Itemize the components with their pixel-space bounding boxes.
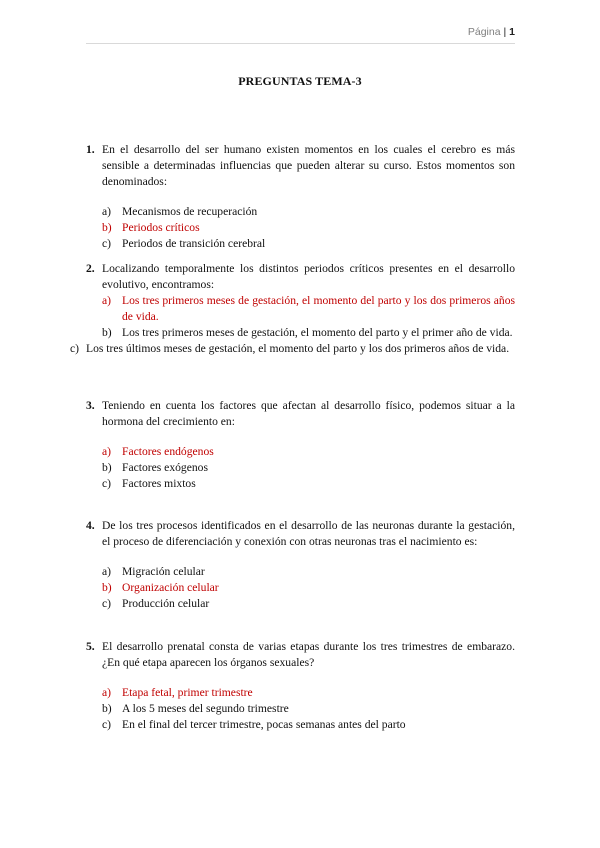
question-number: 2. (86, 262, 95, 275)
option-c (86, 476, 515, 492)
option-c (86, 596, 515, 612)
option-letter: a) (102, 686, 112, 699)
option-text: Los tres primeros meses de gestación, el momento del parto y el primer año de vida. (122, 326, 513, 339)
page-label: Página (467, 26, 501, 38)
option-a (86, 204, 515, 220)
option-letter: a) (102, 565, 112, 578)
question-text: Localizando temporalmente los distintos periodos críticos presentes en el desarrollo evolutivo, encontramos: (102, 262, 515, 291)
question-text: En el desarrollo del ser humano existen momentos en los cuales el cerebro es más sensible a determinadas influencias que pueden alterar su curso. Estos momentos son denominados: (102, 143, 515, 188)
page-number: 1 (509, 26, 515, 38)
option-b-correct (86, 220, 515, 236)
option-b (86, 460, 515, 476)
option-text: Periodos de transición cerebral (122, 237, 266, 250)
option-text: Factores exógenos (122, 461, 208, 474)
page-header (86, 26, 515, 44)
option-text: Los tres primeros meses de gestación, el momento del parto y los dos primeros años de vida. (122, 294, 515, 323)
option-text: Mecanismos de recuperación (122, 205, 258, 218)
option-c (70, 341, 515, 357)
option-text: En el final del tercer trimestre, pocas semanas antes del parto (122, 718, 406, 731)
option-b-correct (86, 580, 515, 596)
option-letter: c) (102, 237, 112, 250)
option-letter: b) (102, 326, 112, 339)
question-text: El desarrollo prenatal consta de varias etapas durante los tres trimestres de embarazo. ¿En qué etapa aparecen los órganos sexuales? (102, 640, 515, 669)
option-letter: b) (102, 221, 112, 234)
option-text: Producción celular (122, 597, 210, 610)
question-text: Teniendo en cuenta los factores que afectan al desarrollo físico, podemos situar a la hormona del crecimiento en: (102, 399, 515, 428)
option-b (86, 701, 515, 717)
option-a (86, 564, 515, 580)
option-a-correct (86, 293, 515, 325)
question-number: 5. (86, 640, 95, 653)
option-letter: c) (102, 597, 112, 610)
option-text: Factores endógenos (122, 445, 214, 458)
option-c (86, 236, 515, 252)
question-4 (86, 518, 515, 612)
option-text: A los 5 meses del segundo trimestre (122, 702, 289, 715)
option-letter: b) (102, 461, 112, 474)
option-a-correct (86, 685, 515, 701)
option-text: Factores mixtos (122, 477, 196, 490)
options-list (86, 444, 515, 492)
options-list (86, 204, 515, 252)
question-text: De los tres procesos identificados en el desarrollo de las neuronas durante la gestación, el proceso de diferenciación y conexión con otras neuronas tras el nacimiento es: (102, 519, 515, 548)
options-list (70, 293, 515, 357)
question-number: 1. (86, 143, 95, 156)
option-text: Migración celular (122, 565, 205, 578)
option-a-correct (86, 444, 515, 460)
options-list (86, 564, 515, 612)
option-letter: a) (102, 445, 112, 458)
option-letter: a) (102, 205, 112, 218)
option-letter: b) (102, 581, 112, 594)
option-c (86, 717, 515, 733)
question-number: 4. (86, 519, 95, 532)
question-1 (86, 142, 515, 252)
option-text: Los tres últimos meses de gestación, el momento del parto y los dos primeros años de vida. (86, 342, 510, 355)
option-text: Etapa fetal, primer trimestre (122, 686, 253, 699)
option-letter: b) (102, 702, 112, 715)
option-letter: c) (102, 718, 112, 731)
option-b (86, 325, 515, 341)
question-3 (86, 398, 515, 492)
option-letter: a) (102, 294, 112, 307)
page-separator: | (503, 26, 507, 38)
question-number: 3. (86, 399, 95, 412)
option-letter: c) (70, 342, 80, 355)
question-5 (86, 639, 515, 733)
option-text: Organización celular (122, 581, 219, 594)
question-2 (70, 261, 515, 357)
options-list (86, 685, 515, 733)
option-text: Periodos críticos (122, 221, 200, 234)
option-letter: c) (102, 477, 112, 490)
document-title: PREGUNTAS TEMA-3 (238, 74, 362, 88)
